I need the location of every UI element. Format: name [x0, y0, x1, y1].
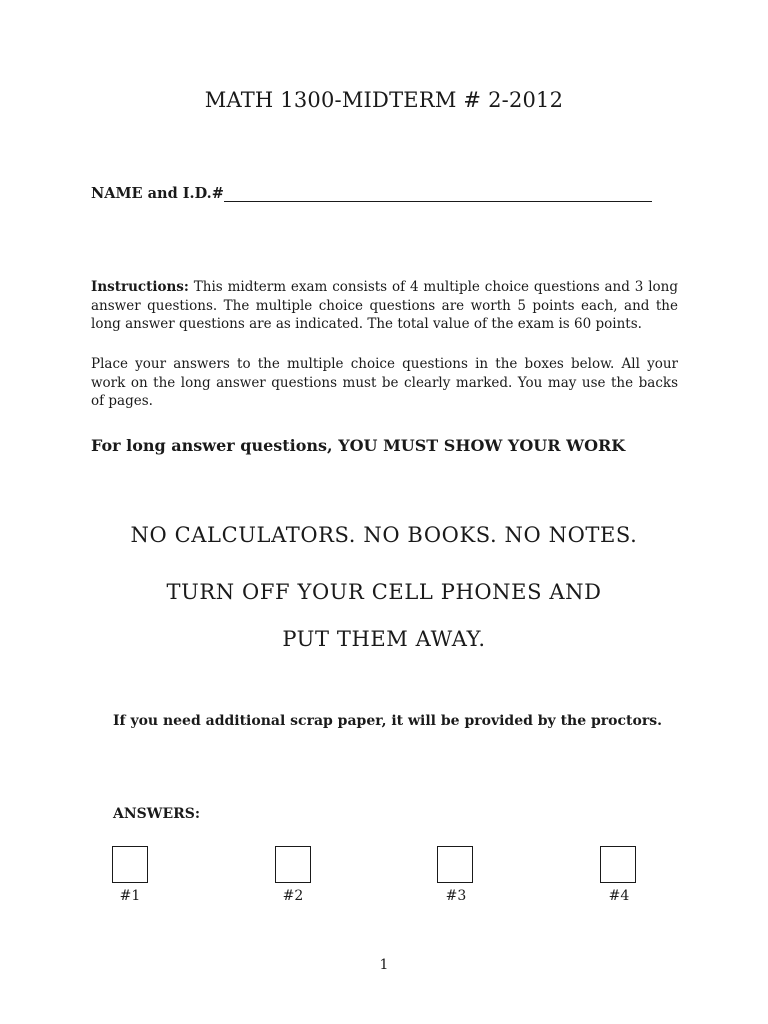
answer-box-2[interactable]	[275, 846, 311, 883]
name-id-input-line[interactable]	[224, 185, 652, 202]
instructions-heading: Instructions:	[91, 279, 189, 295]
long-answer-notice: For long answer questions, YOU MUST SHOW YOUR WORK	[91, 436, 626, 455]
answer-box-3[interactable]	[437, 846, 473, 883]
placement-paragraph: Place your answers to the multiple choice questions in the boxes below. All your work on the long answer questions must be clearly marked. You may use the backs of pages.	[91, 356, 678, 409]
answer-box-label-4: #4	[608, 888, 630, 904]
rules-line-3: PUT THEM AWAY.	[282, 627, 486, 651]
rules-line-1: NO CALCULATORS. NO BOOKS. NO NOTES.	[130, 523, 638, 547]
answer-box-label-3: #3	[445, 888, 467, 904]
name-id-row	[91, 185, 652, 202]
instructions-text: This midterm exam consists of 4 multiple choice questions and 3 long answer questions. The multiple choice questions are worth 5 points each, and the long answer questions are as indicated. The total value of the exam is 60 points.	[91, 279, 678, 332]
exam-title: MATH 1300-MIDTERM # 2-2012	[204, 88, 564, 112]
answer-box-label-1: #1	[119, 888, 141, 904]
answers-label: ANSWERS:	[113, 806, 201, 822]
instructions-paragraph	[91, 278, 678, 334]
rules-line-2: TURN OFF YOUR CELL PHONES AND	[166, 580, 602, 604]
scrap-paper-notice: If you need additional scrap paper, it will be provided by the proctors.	[113, 713, 662, 729]
answer-box-4[interactable]	[600, 846, 636, 883]
page-number: 1	[379, 957, 389, 973]
name-id-label: NAME and I.D.#	[91, 185, 224, 202]
answer-box-1[interactable]	[112, 846, 148, 883]
answer-box-label-2: #2	[282, 888, 304, 904]
